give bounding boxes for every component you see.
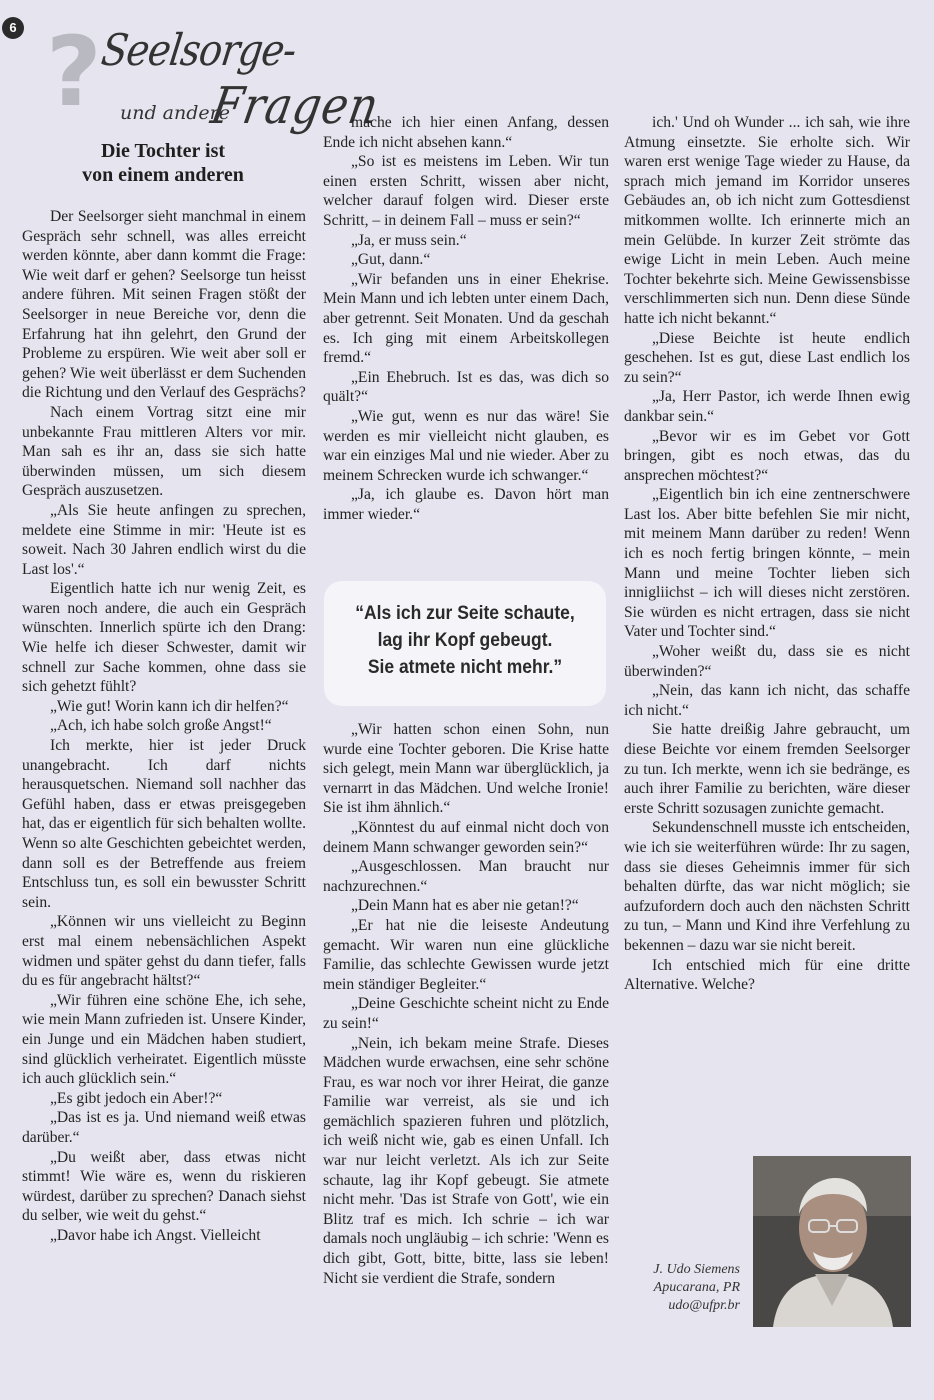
- question-mark-icon: ?: [46, 16, 102, 128]
- paragraph: „Nein, das kann ich nicht, das schaffe ich nicht.“: [624, 682, 910, 719]
- article-title: [22, 139, 304, 187]
- paragraph: „Es gibt jedoch ein Aber!?“: [50, 1089, 223, 1107]
- paragraph: Ich entschied mich für eine dritte Alternative. Welche?: [624, 956, 910, 994]
- author-location: Apucarana, PR: [653, 1280, 740, 1295]
- paragraph: „Nein, ich bekam meine Strafe. Dieses Mädchen wurde erwachsen, eine sehr schöne Frau, es war noch vor ihrer Heirat, die ganze Familie war verreist, als sie und ich gemächlich spazieren fuhren und plötzlich, ich weiß nicht wie, gab es einen Unfall. Ich war nur leicht verletzt. Als ich zur Seite schaute, lag ihr Kopf gebeugt. Sie atmete nicht mehr. 'Das ist Strafe von Gott', wie ein Blitz traf es mich. Ich schrie – ich war damals noch ungläubig – ich schrie: 'Wenn es dich gibt, Gott, bitte, bitte, lass sie leben! Nicht sie verdient die Strafe, sondern: [323, 1034, 609, 1287]
- author-portrait-image: [753, 1156, 911, 1327]
- paragraph: Eigentlich hatte ich nur wenig Zeit, es waren noch andere, die auch ein Gespräch wünschten. Innerlich spürte ich den Drang: Wie helfe ich dieser Schwester, damit wir schnell zur Sache kommen, ohne dass sie sich gehetzt fühlt?: [22, 580, 306, 696]
- paragraph: mache ich hier einen Anfang, dessen Ende ich nicht absehen kann.“: [323, 114, 609, 151]
- paragraph: „Als Sie heute anfingen zu sprechen, meldete eine Stimme in mir: 'Heute ist es soweit. Nach 30 Jahren endlich wirst du die Last los'.“: [22, 501, 306, 578]
- paragraph: „Wir führen eine schöne Ehe, ich sehe, wie mein Mann zufrieden ist. Unsere Kinder, ein Junge und ein Mädchen haben studiert, sind glücklich verheiratet. Eigentlich müsste ich auch glücklich sein.“: [22, 991, 306, 1088]
- paragraph: Der Seelsorger sieht manchmal in einem Gespräch sehr schnell, was alles erreicht werden könnte, aber dann kommt die Frage: Wie weit darf er gehen? Seelsorge tun heisst andere führen. Mit seinen Fragen stößt der Seelsorger in neue Bereiche vor, denn die Erfahrung hat ihn gelehrt, den Grund der Probleme zu erspüren. Wie weit aber soll er gehen? Wie weit überlässt er dem Suchenden die Richtung und den Verlauf des Gesprächs?: [22, 208, 306, 402]
- author-photo: [753, 1156, 911, 1327]
- logo-text-line3: Fragen: [206, 77, 384, 136]
- paragraph: „Eigentlich bin ich eine zentnerschwere Last los. Aber bitte befehlen Sie mir nicht, mit meinem Mann darüber zu reden! Wenn ich es noch fertig bringen könnte, – mein Mann und meine Tochter lieben sich innigliichst – ich will dieses nicht zerstören. Sie würden es nicht ertragen, dass sie nicht Vater und Tochter sind.“: [624, 486, 910, 641]
- article-title-line1: Die Tochter ist: [100, 140, 226, 162]
- paragraph: „Wie gut! Worin kann ich dir helfen?“: [50, 697, 289, 715]
- paragraph: Ich merkte, hier ist jeder Druck unangebracht. Ich darf nichts herausquetschen. Niemand soll nachher das Gefühl haben, dass er etwas preisgegeben hat, das er eigentlich für sich behalten wollte. Wenn so alte Geschichten gebeichtet werden, dann soll es der Betreffende aus freiem Entschluss tun, es soll ein bewusster Schritt sein.: [22, 737, 306, 911]
- text-column-3: [624, 113, 910, 995]
- paragraph: „Das ist es ja. Und niemand weiß etwas darüber.“: [22, 1109, 306, 1146]
- logo-text-line2: und andere: [120, 102, 230, 124]
- paragraph: „Ja, er muss sein.“: [351, 231, 467, 249]
- author-name: J. Udo Siemens: [653, 1262, 740, 1277]
- paragraph: „So ist es meistens im Leben. Wir tun einen ersten Schritt, wissen aber nicht, welcher darauf folgen wird. Dieser erste Schritt, – in deinem Fall – muss er sein?“: [323, 153, 609, 229]
- paragraph: „Ja, Herr Pastor, ich werde Ihnen ewig dankbar sein.“: [624, 388, 910, 425]
- paragraph: „Davor habe ich Angst. Vielleicht: [50, 1226, 261, 1244]
- paragraph: „Könntest du auf einmal nicht doch von deinem Mann schwanger geworden sein?“: [323, 818, 609, 856]
- pull-quote-line1: “Als ich zur Seite schaute,: [355, 603, 575, 624]
- page-number: 6: [2, 17, 24, 39]
- paragraph: Nach einem Vortrag sitzt eine mir unbekannte Frau mittleren Alters vor mir. Man sah es ihr an, dass sie sich hatte überwinden müssen, um sich diesem Gespräch auszusetzen.: [22, 403, 306, 500]
- paragraph: „Ein Ehebruch. Ist es das, was dich so quält?“: [323, 368, 609, 406]
- paragraph: „Diese Beichte ist heute endlich geschehen. Ist es gut, diese Last endlich los zu sein?“: [624, 329, 910, 386]
- paragraph: „Du weißt aber, dass etwas nicht stimmt! Wie wäre es, wenn du riskieren würdest, darüber zu sprechen? Danach siehst du selber, wie weit du gehst.“: [22, 1148, 306, 1225]
- logo-text-line1: Seelsorge-: [98, 24, 299, 76]
- paragraph: „Wir befanden uns in einer Ehekrise. Mein Mann und ich lebten unter einem Dach, aber getrennt. Seit Monaten. Und da geschah es. Ich ging mit einem Arbeitskollegen fremd.“: [323, 270, 609, 367]
- paragraph: „Dein Mann hat es aber nie getan!?“: [351, 897, 579, 915]
- paragraph: „Ausgeschlossen. Man braucht nur nachzurechnen.“: [323, 858, 609, 895]
- paragraph: „Ach, ich habe solch große Angst!“: [50, 717, 272, 735]
- text-column-2-top: [323, 113, 609, 524]
- text-column-1: [22, 207, 306, 1245]
- paragraph: „Wie gut, wenn es nur das wäre! Sie werden es mir vielleicht nicht glauben, es war ein einziges Mal und nie wieder. Aber zu meinem Schrecken wurde ich schwanger.“: [323, 407, 609, 484]
- paragraph: „Bevor wir es im Gebet vor Gott bringen, gibt es noch etwas, das du ansprechen möchtest?“: [624, 427, 910, 484]
- paragraph: Sekundenschnell musste ich entscheiden, wie ich sie weiterführen würde: Ihr zu sagen, dass sie dieses Geheimnis immer für sich behalten dürfte, das war nicht möglich; sie aufzufordern doch auch den nächsten Schritt zu tun, – Mann und Kind ihre Verfehlung zu bekennen – dazu war sie nicht bereit.: [624, 819, 910, 954]
- paragraph: „Er hat nie die leiseste Andeutung gemacht. Wir waren nun eine glückliche Familie, das schlechte Gewissen wurde jetzt mein ständiger Begleiter.“: [323, 916, 609, 993]
- article-title-line2: von einem anderen: [82, 164, 244, 186]
- pull-quote-line2: lag ihr Kopf gebeugt.: [377, 630, 553, 651]
- paragraph: „Woher weißt du, dass sie es nicht überwinden?“: [624, 643, 910, 680]
- paragraph: „Gut, dann.“: [351, 251, 431, 269]
- author-email: udo@ufpr.br: [668, 1298, 740, 1313]
- paragraph: „Deine Geschichte scheint nicht zu Ende zu sein!“: [323, 995, 609, 1032]
- paragraph: Sie hatte dreißig Jahre gebraucht, um diese Beichte vor einem fremden Seelsorger zu tun. Ich merkte, wenn ich sie bedränge, es auch ihrer Familie zu berichten, wäre dieser erste Schritt sozusagen zunichte gemacht.: [624, 721, 910, 817]
- paragraph: ich.' Und oh Wunder ... ich sah, wie ihre Atmung einsetzte. Sie erholte sich. Wir waren erst wenige Tage wieder zu Hause, da sprach mich jemand im Korridor unseres Gebäudes an, ob ich nicht zum Gottesdienst mitkommen wollte. Ich erinnerte mich an mein Gelübde. In kurzer Zeit strömte das ewige Licht in mein Leben. Auch meine Tochter bekehrte sich. Meine Gewissensbisse verschlimmerten sich nun. Denn diese Sünde hatte ich nicht bekannt.“: [624, 114, 910, 327]
- pull-quote: [324, 581, 606, 706]
- paragraph: „Können wir uns vielleicht zu Beginn erst mal einem nebensächlichen Aspekt widmen und später gehst du dann tiefer, falls du es für angebracht hältst?“: [22, 913, 306, 990]
- author-credit: [620, 1261, 740, 1315]
- paragraph: „Wir hatten schon einen Sohn, nun wurde eine Tochter geboren. Die Krise hatte sich gelegt, mein Mann war überglücklich, ja vernarrt in das Mädchen. Und welche Ironie! Sie ist ihm ähnlich.“: [323, 721, 609, 817]
- pull-quote-line3: Sie atmete nicht mehr.”: [367, 657, 563, 678]
- column-logo: [40, 16, 384, 144]
- paragraph: „Ja, ich glaube es. Davon hört man immer wieder.“: [323, 486, 609, 523]
- text-column-2-bottom: [323, 720, 609, 1288]
